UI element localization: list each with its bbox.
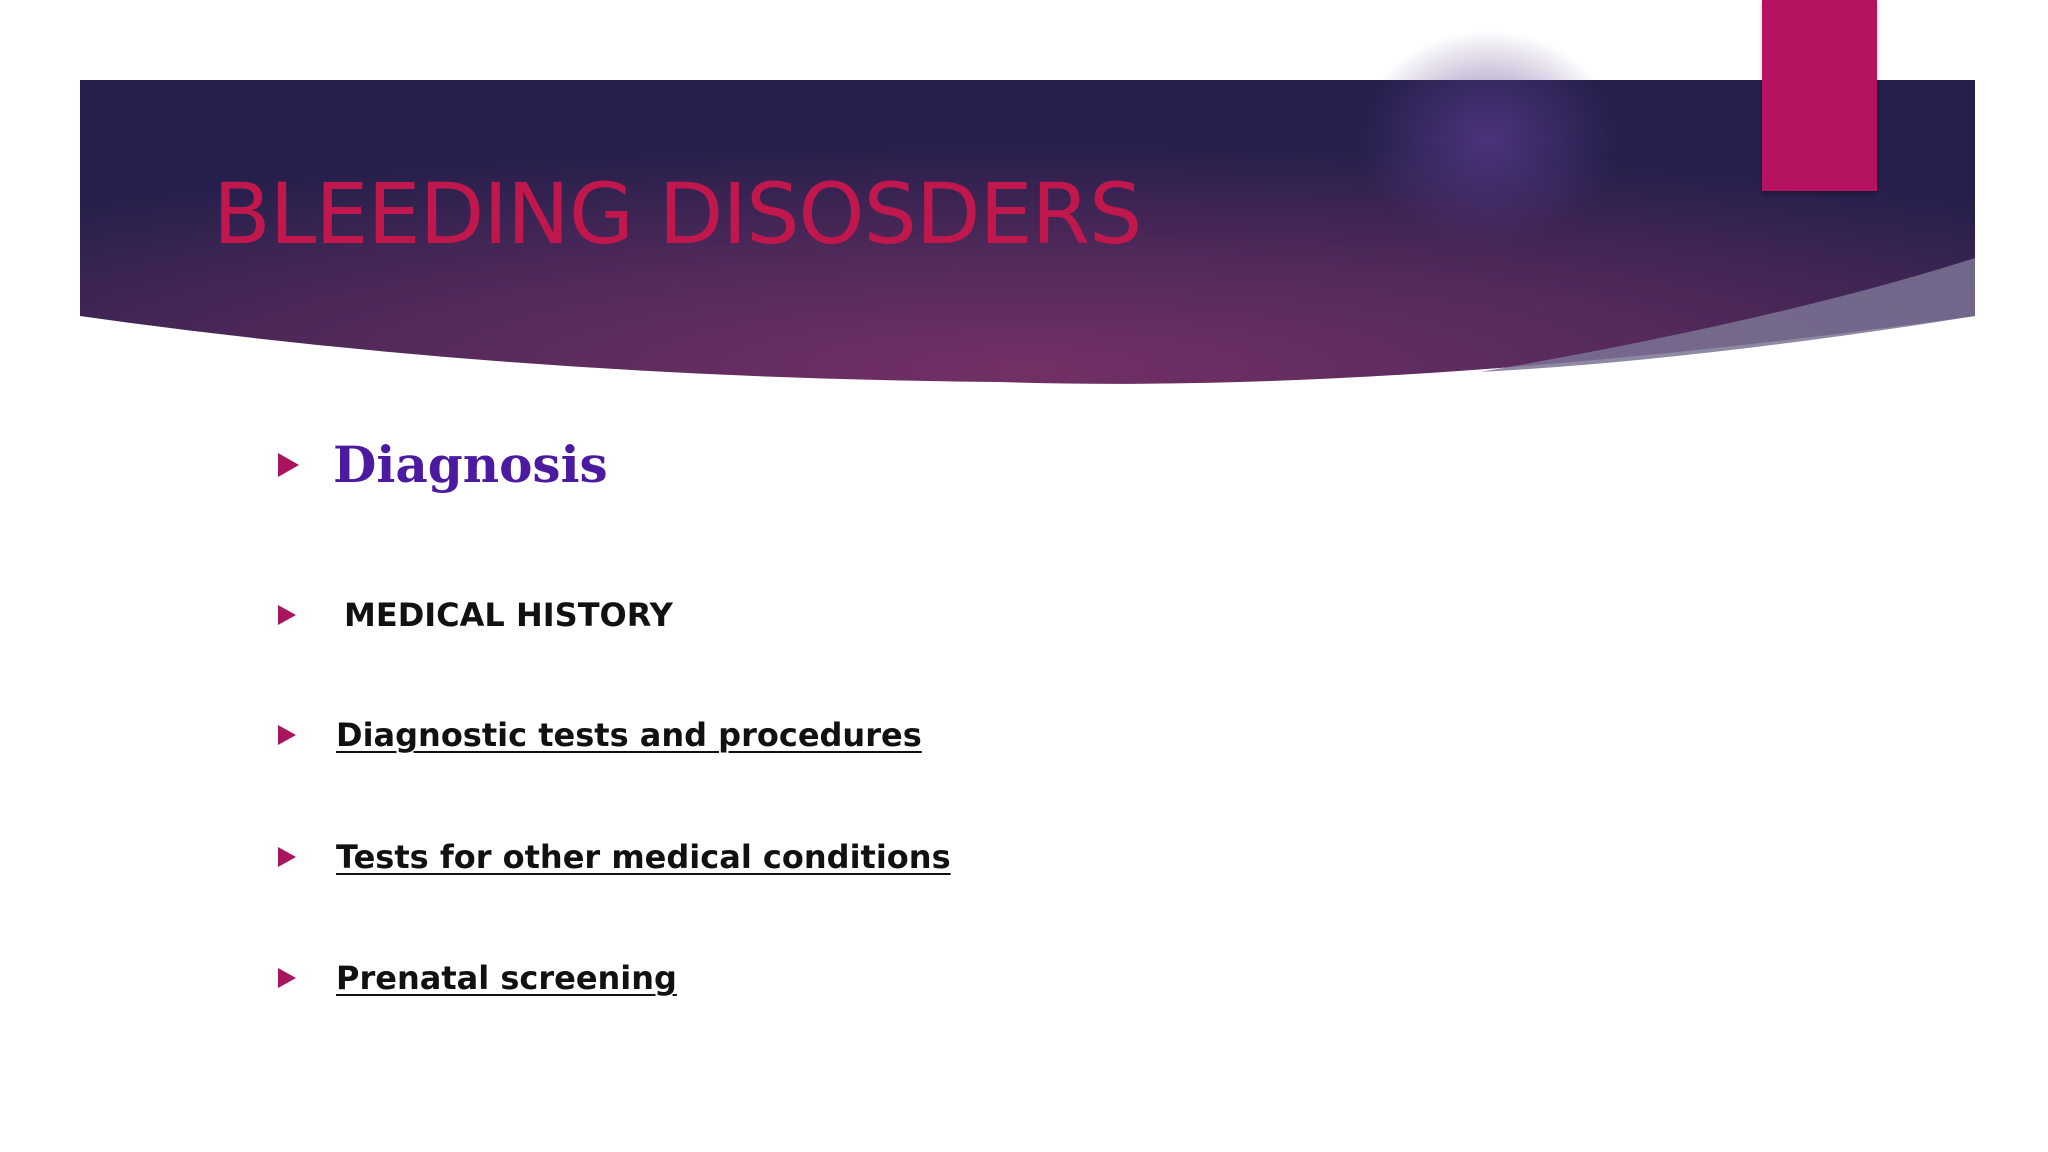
list-item xyxy=(278,838,951,876)
banner-glow xyxy=(1358,30,1618,250)
diagnostic-tests-link[interactable]: Diagnostic tests and procedures xyxy=(336,716,922,754)
medical-history-text: MEDICAL HISTORY xyxy=(344,596,673,634)
list-item xyxy=(278,959,677,997)
section-heading: Diagnosis xyxy=(333,435,608,494)
slide-title: BLEEDING DISOSDERS xyxy=(213,165,1142,263)
triangle-bullet-icon xyxy=(278,605,296,625)
list-item xyxy=(278,716,922,754)
accent-tab xyxy=(1762,0,1877,191)
list-item xyxy=(278,435,608,494)
triangle-bullet-icon xyxy=(278,968,296,988)
list-item xyxy=(278,596,673,634)
other-conditions-link[interactable]: Tests for other medical conditions xyxy=(336,838,951,876)
triangle-bullet-icon xyxy=(278,725,296,745)
triangle-bullet-icon xyxy=(278,847,296,867)
triangle-bullet-icon xyxy=(278,453,299,477)
prenatal-screening-link[interactable]: Prenatal screening xyxy=(336,959,677,997)
